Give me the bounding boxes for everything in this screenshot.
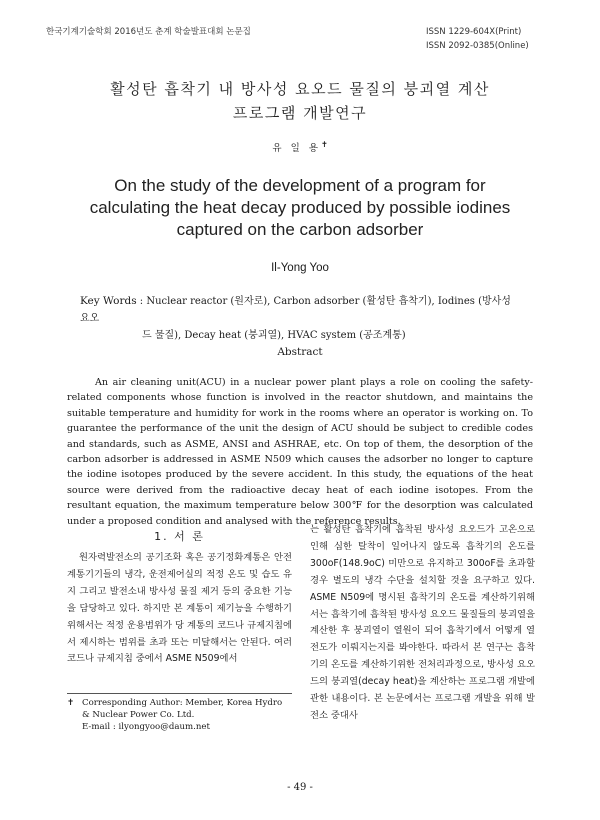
- issn-block: [426, 25, 529, 53]
- footnote: [67, 697, 292, 733]
- english-title-line2: calculating the heat decay produced by possible iodines: [89, 198, 511, 217]
- footnote-mark: ✝: [67, 698, 75, 708]
- page-number: - 49 -: [287, 782, 313, 793]
- english-title-line3: captured on the carbon adsorber: [176, 220, 424, 239]
- footnote-rule: [67, 693, 292, 694]
- footnote-text: Corresponding Author: Member, Korea Hydro & Nuclear Power Co. Ltd.: [82, 698, 283, 720]
- korean-title: [0, 77, 600, 125]
- korean-author-name: 유 일 용: [272, 143, 321, 155]
- footnote-email: E-mail : ilyongyoo@daum.net: [82, 722, 210, 732]
- korean-title-line2: 프로그램 개발연구: [232, 104, 368, 122]
- intro-right-column: 는 활성탄 흡착기에 흡착된 방사성 요오드가 고온으로 인해 심한 탈착이 일어나지 않도록 흡착기의 온도를 300oF(148.9oC) 미만으로 유지하고 300oF를 초과할 경우 별도의 냉각 수단을 설치할 것을 요구하고 있다. ASME N509에 명시된 흡착기의 온도를 계산하기위해서는 흡착기에 흡착된 방사성 요오드 물질들의 붕괴열을 계산한 후 붕괴열이 열원이 되어 흡착기에서 어떻게 열전도가 이뤄지는지를 봐야한다. 따라서 본 연구는 흡착기의 온도를 계산하기위한 전처리과정으로, 방사성 요오드의 붕괴열(decay heat)을 계산하는 프로그램 개발에 관한 내용이다. 본 논문에서는 프로그램 개발을 위해 발전소 중대사: [310, 524, 535, 721]
- author-mark: ✝: [320, 140, 328, 149]
- keywords-line2: 드 물질), Decay heat (붕괴열), HVAC system (공조계통): [142, 330, 406, 341]
- english-title: [0, 175, 600, 241]
- korean-author: [0, 140, 600, 154]
- abstract-text: An air cleaning unit(ACU) in a nuclear power plant plays a role on cooling the safety-related components whose function is involved in the reactor shutdown, and maintains the suitable temperature and humidity for work in the rooms where an operator is working on. To guarantee the performance of the unit the design of ACU should be subject to credible codes and standards, such as ASME, ANSI and ASHRAE, etc. On top of them, the desorption of the carbon adsorber is addressed in ASME N509 which causes the adsorber no longer to capture the iodine isotopes produced by the severe accident. In this study, the equations of the heat source were derived from the radioactive decay heat of each iodine isotopes. From the resultant equation, the maximum temperature below 300℉ for the desorption was calculated under a proposed condition and analysed with the reference results.: [67, 377, 533, 527]
- section-heading: 1. 서 론: [154, 530, 205, 543]
- keywords: [80, 293, 520, 344]
- intro-left-column: 원자력발전소의 공기조화 혹은 공기정화계통은 안전계통기기들의 냉각, 운전제어실의 적정 온도 및 습도 유지 그리고 발전소내 방사성 물질 제거 등의 중요한 기능을 담당하고 있다. 하지만 본 계통이 제기능을 수행하기 위해서는 적정 운용범위가 당 계통의 코드나 규제지침에서 제시하는 범위를 초과 또는 미달해서는 안된다. 여러 코드나 규제지침 중에서 ASME N509에서: [67, 552, 292, 665]
- keywords-label: Key Words: [80, 295, 137, 307]
- english-title-line1: On the study of the development of a program for: [114, 176, 486, 195]
- issn-print: ISSN 1229-604X(Print): [426, 27, 522, 37]
- conference-header: 한국기계기술학회 2016년도 춘계 학술발표대회 논문집: [46, 27, 251, 37]
- korean-title-line1: 활성탄 흡착기 내 방사성 요오드 물질의 붕괴열 계산: [110, 80, 490, 98]
- english-author: Il-Yong Yoo: [271, 262, 329, 274]
- abstract-title: Abstract: [277, 346, 323, 358]
- keywords-line1: : Nuclear reactor (원자로), Carbon adsorber (활성탄 흡착기), Iodines (방사성 요오: [80, 296, 511, 324]
- issn-online: ISSN 2092-0385(Online): [426, 41, 529, 51]
